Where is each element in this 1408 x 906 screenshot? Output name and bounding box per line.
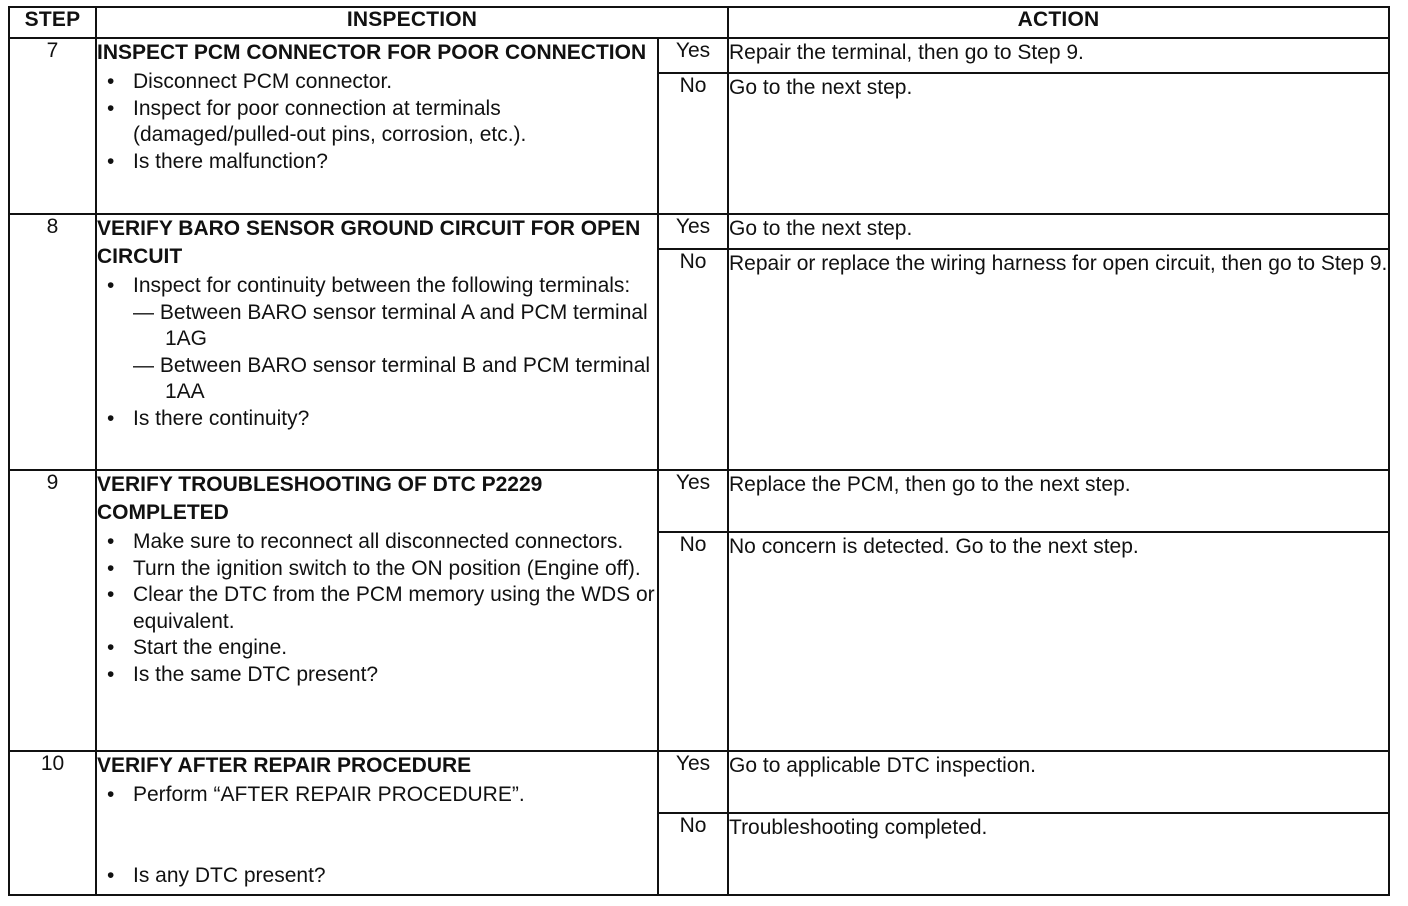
sub-list-item: — Between BARO sensor terminal B and PCM terminal 1AA xyxy=(133,353,651,403)
step-9-yes-row xyxy=(9,470,1389,532)
step-number: 7 xyxy=(9,38,96,214)
step-inspection xyxy=(96,751,658,895)
list-item: • Is any DTC present? xyxy=(97,863,657,890)
yes-label: Yes xyxy=(658,751,728,813)
step-inspection xyxy=(96,470,658,751)
step-number: 8 xyxy=(9,214,96,470)
step-8-yes-row xyxy=(9,214,1389,249)
step-number: 9 xyxy=(9,470,96,751)
inspection-list xyxy=(97,529,657,688)
list-item: • Inspect for continuity between the following terminals: xyxy=(97,273,657,300)
header-step: STEP xyxy=(9,7,96,38)
troubleshooting-table xyxy=(8,6,1390,896)
no-label: No xyxy=(658,532,728,751)
step-10-yes-row xyxy=(9,751,1389,813)
step-number: 10 xyxy=(9,751,96,895)
step-title: VERIFY AFTER REPAIR PROCEDURE xyxy=(97,754,472,777)
header-action: ACTION xyxy=(728,7,1389,38)
header-inspection: INSPECTION xyxy=(96,7,728,38)
yes-action: Replace the PCM, then go to the next step. xyxy=(728,470,1389,532)
list-item: • Make sure to reconnect all disconnected connectors. xyxy=(97,529,657,556)
inspection-list xyxy=(97,273,657,432)
step-title: VERIFY TROUBLESHOOTING OF DTC P2229 COMPLETED xyxy=(97,473,543,524)
no-label: No xyxy=(658,813,728,895)
yes-action: Repair the terminal, then go to Step 9. xyxy=(728,38,1389,73)
list-item: • Clear the DTC from the PCM memory using the WDS or equivalent. xyxy=(97,582,657,635)
list-item: • Is the same DTC present? xyxy=(97,662,657,689)
no-action: Go to the next step. xyxy=(728,73,1389,214)
step-inspection xyxy=(96,38,658,214)
list-item: • Perform “AFTER REPAIR PROCEDURE”. xyxy=(97,782,657,809)
inspection-list xyxy=(97,782,657,889)
no-action: No concern is detected. Go to the next step. xyxy=(728,532,1389,751)
header-row xyxy=(9,7,1389,38)
step-7-yes-row xyxy=(9,38,1389,73)
list-item: • Is there continuity? xyxy=(97,406,657,433)
yes-action: Go to applicable DTC inspection. xyxy=(728,751,1389,813)
list-item: • Start the engine. xyxy=(97,635,657,662)
list-item: • Disconnect PCM connector. xyxy=(97,69,657,96)
step-title: INSPECT PCM CONNECTOR FOR POOR CONNECTION xyxy=(97,41,647,64)
no-action: Troubleshooting completed. xyxy=(728,813,1389,895)
no-label: No xyxy=(658,249,728,470)
list-item: • Turn the ignition switch to the ON position (Engine off). xyxy=(97,556,657,583)
step-title: VERIFY BARO SENSOR GROUND CIRCUIT FOR OPEN CIRCUIT xyxy=(97,217,641,268)
list-item: • Inspect for poor connection at terminals (damaged/pulled-out pins, corrosion, etc.). xyxy=(97,96,657,149)
yes-label: Yes xyxy=(658,470,728,532)
step-inspection xyxy=(96,214,658,470)
yes-label: Yes xyxy=(658,214,728,249)
list-item: • Is there malfunction? xyxy=(97,149,657,176)
list-spacer xyxy=(97,809,657,863)
no-label: No xyxy=(658,73,728,214)
no-action: Repair or replace the wiring harness for open circuit, then go to Step 9. xyxy=(728,249,1389,470)
yes-label: Yes xyxy=(658,38,728,73)
yes-action: Go to the next step. xyxy=(728,214,1389,249)
sub-list-item: — Between BARO sensor terminal A and PCM terminal 1AG xyxy=(133,300,648,350)
inspection-list xyxy=(97,69,657,175)
